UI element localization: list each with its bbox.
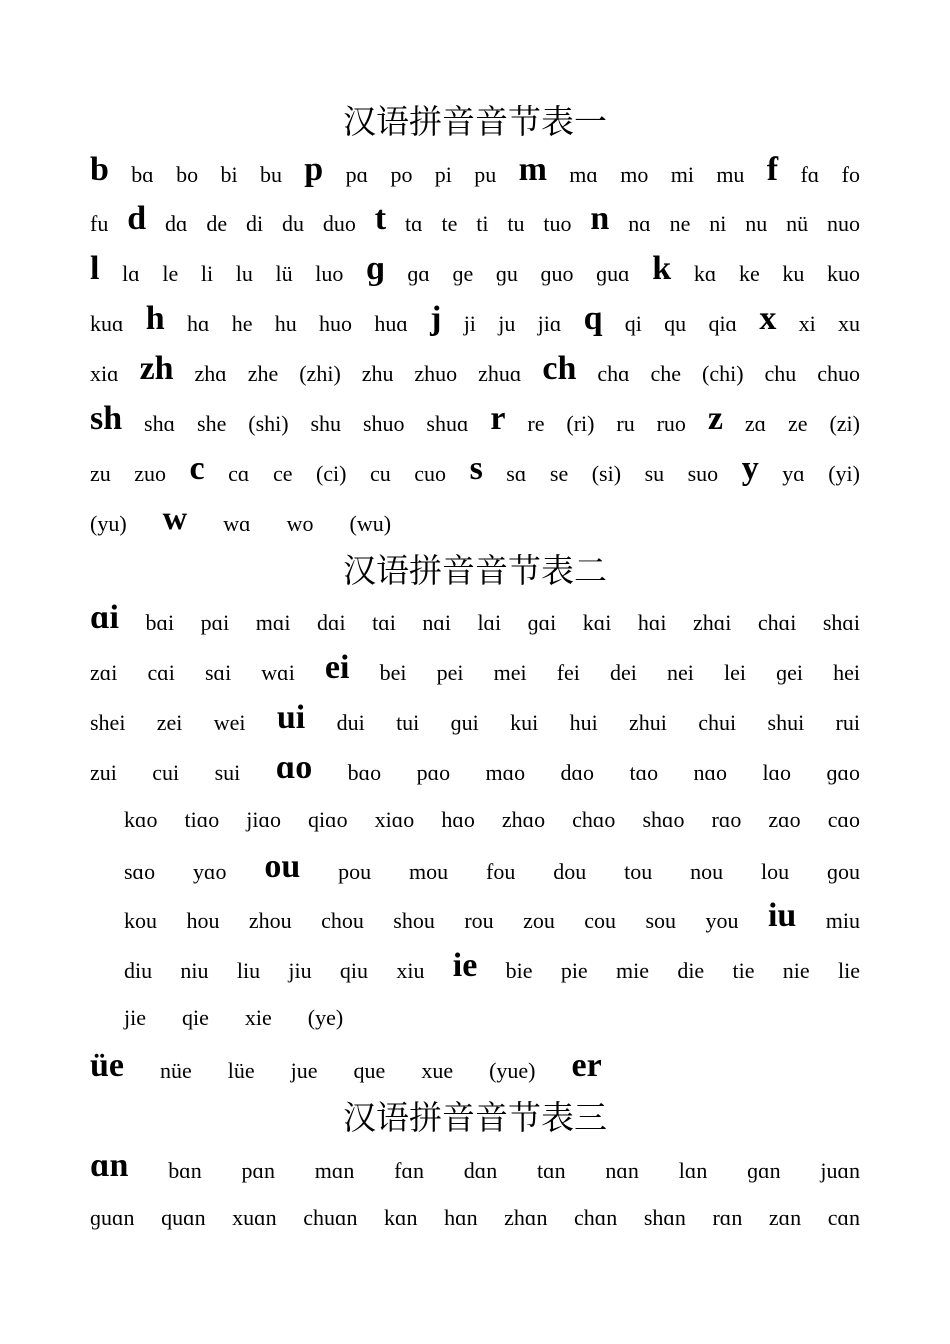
syllable: (yi) [828, 461, 860, 486]
syllable: mei [493, 660, 527, 685]
syllable: ɡɑi [527, 610, 557, 635]
syllable: zɑ [744, 411, 767, 436]
syllable: di [246, 211, 264, 236]
syllable: zuo [134, 461, 167, 486]
syllable: hɑi [637, 610, 667, 635]
syllable: wɑ [223, 511, 251, 536]
syllable: li [200, 261, 214, 286]
initial-heading: q [583, 300, 603, 337]
syllable: (zi) [829, 411, 860, 436]
syllable: sɑ [506, 461, 527, 486]
syllable: (yu) [90, 511, 127, 536]
syllable: pɑi [200, 610, 230, 635]
syllable: kou [124, 908, 157, 933]
syllable: nou [690, 859, 724, 884]
syllable: shou [393, 908, 435, 933]
syllable: kɑ [693, 261, 717, 286]
syllable: bu [259, 162, 282, 187]
syllable: cɑi [147, 660, 175, 685]
syllable: shuo [362, 411, 405, 436]
syllable: she [197, 411, 227, 436]
syllable: shuɑ [426, 411, 469, 436]
syllable: bɑ [131, 162, 154, 187]
section-title-2: 汉语拼音音节表二 [343, 551, 607, 590]
syllable: sɑo [124, 859, 156, 884]
syllable: lɑ [122, 261, 140, 286]
syllable: du [282, 211, 305, 236]
initial-heading: r [490, 400, 506, 437]
syllable: jiɑo [246, 807, 282, 832]
syllable: yɑo [192, 859, 227, 884]
syllable: xiɑ [90, 361, 119, 386]
syllable: lɑn [678, 1158, 708, 1183]
syllable: nü [786, 211, 809, 236]
syllable: ɡuɑn [90, 1205, 135, 1230]
syllable: mɑn [314, 1158, 355, 1183]
syllable: fɑn [394, 1158, 424, 1183]
syllable: bɑn [168, 1158, 202, 1183]
syllable: qiɑ [708, 311, 738, 336]
syllable: bɑo [347, 760, 382, 785]
syllable: ɡui [450, 710, 479, 735]
syllable: zhe [247, 361, 279, 386]
syllable: ɡɑ [407, 261, 430, 286]
initial-heading: l [90, 250, 100, 287]
initial-heading: sh [90, 400, 123, 437]
initial-heading: n [590, 200, 610, 237]
initial-heading: ie [452, 947, 478, 984]
syllable: tɑ [405, 211, 423, 236]
syllable: kɑi [582, 610, 612, 635]
syllable: shɑo [642, 807, 685, 832]
syllable: hei [833, 660, 860, 685]
syllable: qie [182, 1005, 209, 1030]
syllable: juɑn [820, 1158, 860, 1183]
syllable: (shi) [248, 411, 289, 436]
syllable: zɑn [768, 1205, 802, 1230]
syllable: ɡu [495, 261, 518, 286]
syllable: nuo [827, 211, 860, 236]
initial-heading: d [127, 200, 147, 237]
syllable: dɑo [560, 760, 595, 785]
syllable: qiu [339, 958, 369, 983]
syllable: sui [214, 760, 241, 785]
syllable: zhɑo [501, 807, 546, 832]
syllable: nie [782, 958, 810, 983]
syllable: pɑn [241, 1158, 275, 1183]
syllable: ɡuɑ [596, 261, 630, 286]
syllable: dɑi [316, 610, 346, 635]
syllable: hɑn [444, 1205, 478, 1230]
syllable: dou [553, 859, 587, 884]
syllable: hɑo [441, 807, 475, 832]
initial-heading: p [304, 151, 324, 188]
syllable: fo [841, 162, 860, 187]
initial-heading: er [571, 1047, 602, 1084]
syllable: zɑi [90, 660, 118, 685]
syllable: xiɑo [374, 807, 415, 832]
syllable: ze [788, 411, 808, 436]
syllable: bei [379, 660, 407, 685]
syllable: tɑi [372, 610, 396, 635]
syllable: ke [738, 261, 760, 286]
syllable: mɑ [569, 162, 598, 187]
syllable: chuɑn [303, 1205, 358, 1230]
syllable: ruo [656, 411, 686, 436]
syllable: die [677, 958, 705, 983]
syllable: qu [664, 311, 687, 336]
initial-heading: s [469, 450, 483, 487]
syllable: lu [235, 261, 253, 286]
syllable: hou [186, 908, 220, 933]
syllable: ɡuo [540, 261, 574, 286]
syllable: zhuo [414, 361, 458, 386]
syllable: mie [616, 958, 649, 983]
initial-heading: w [162, 500, 188, 537]
syllable: tu [507, 211, 525, 236]
syllable: kuɑ [90, 311, 124, 336]
syllable: ni [709, 211, 727, 236]
syllable: liu [236, 958, 261, 983]
syllable: xie [244, 1005, 272, 1030]
syllable: ce [272, 461, 293, 486]
syllable: rui [835, 710, 860, 735]
syllable: nɑ [628, 211, 651, 236]
syllable: you [705, 908, 739, 933]
syllable: zhuɑ [478, 361, 522, 386]
syllable: lie [838, 958, 860, 983]
syllable: shɑ [144, 411, 176, 436]
syllable: ji [463, 311, 476, 336]
initial-heading: ou [264, 848, 301, 885]
syllable: ɡou [827, 859, 860, 884]
syllable: bi [220, 162, 238, 187]
syllable: shɑn [643, 1205, 686, 1230]
syllable: chui [698, 710, 737, 735]
syllable: sɑi [205, 660, 232, 685]
syllable: (yue) [489, 1058, 536, 1083]
syllable: fou [486, 859, 516, 884]
syllable: pu [474, 162, 497, 187]
syllable: huɑ [374, 311, 408, 336]
syllable: nɑn [605, 1158, 639, 1183]
syllable: mou [409, 859, 449, 884]
syllable: shu [310, 411, 342, 436]
syllable: jie [124, 1005, 146, 1030]
syllable: ju [498, 311, 516, 336]
syllable: (chi) [702, 361, 744, 386]
syllable: xuɑn [232, 1205, 277, 1230]
syllable: dui [336, 710, 365, 735]
syllable: kɑo [124, 807, 158, 832]
syllable: shɑi [822, 610, 860, 635]
initial-heading: ui [276, 699, 306, 736]
syllable: zhou [248, 908, 292, 933]
syllable: pɑ [345, 162, 369, 187]
initial-heading: j [430, 300, 442, 337]
syllable: qiɑo [308, 807, 348, 832]
syllable: kuo [827, 261, 860, 286]
syllable: ɡɑo [826, 760, 860, 785]
syllable: de [206, 211, 228, 236]
syllable: wo [286, 511, 314, 536]
syllable: zhu [361, 361, 394, 386]
initial-heading: k [652, 250, 672, 287]
syllable: wɑi [261, 660, 295, 685]
initial-heading: ch [542, 350, 577, 387]
syllable: tui [396, 710, 420, 735]
syllable: fu [90, 211, 109, 236]
syllable: tuo [543, 211, 572, 236]
syllable: tɑn [537, 1158, 566, 1183]
syllable: ɡe [452, 261, 474, 286]
syllable: chɑi [757, 610, 797, 635]
syllable: mɑo [485, 760, 526, 785]
syllable: lü [275, 261, 293, 286]
initial-heading: ɑo [275, 749, 313, 786]
syllable: zu [90, 461, 111, 486]
syllable: niu [180, 958, 209, 983]
initial-heading: zh [139, 350, 174, 387]
syllable: (si) [591, 461, 622, 486]
syllable: ru [616, 411, 635, 436]
syllable: fei [556, 660, 580, 685]
syllable: po [390, 162, 413, 187]
initial-heading: ei [324, 649, 350, 686]
syllable: bɑi [145, 610, 175, 635]
initial-heading: b [90, 151, 109, 188]
syllable: kui [510, 710, 539, 735]
syllable: re [527, 411, 545, 436]
syllable: pi [434, 162, 452, 187]
syllable: (ri) [566, 411, 595, 436]
syllable: ɡei [776, 660, 803, 685]
syllable: pou [338, 859, 372, 884]
syllable: cɑ [228, 461, 250, 486]
syllable: kɑn [384, 1205, 418, 1230]
initial-heading: üe [90, 1047, 124, 1084]
syllable: hui [569, 710, 598, 735]
syllable: chou [321, 908, 364, 933]
syllable: luo [315, 261, 344, 286]
syllable: le [162, 261, 179, 286]
syllable: mu [716, 162, 745, 187]
syllable: lɑo [762, 760, 792, 785]
syllable: (ci) [315, 461, 347, 486]
syllable: rɑn [712, 1205, 743, 1230]
syllable: shui [767, 710, 805, 735]
syllable: zou [523, 908, 555, 933]
syllable: qi [624, 311, 642, 336]
syllable: zei [156, 710, 183, 735]
syllable: ɡɑn [747, 1158, 781, 1183]
syllable: cuo [414, 461, 447, 486]
syllable: jue [290, 1058, 318, 1083]
syllable: nei [667, 660, 694, 685]
syllable: hɑ [186, 311, 210, 336]
syllable: chu [764, 361, 797, 386]
syllable: ku [782, 261, 805, 286]
section-title-1: 汉语拼音音节表一 [343, 102, 607, 141]
syllable: jiɑ [537, 311, 562, 336]
syllable: chuo [817, 361, 860, 386]
syllable: zɑo [768, 807, 801, 832]
syllable: xue [421, 1058, 454, 1083]
syllable: ti [476, 211, 489, 236]
syllable: dei [610, 660, 637, 685]
syllable: sou [645, 908, 677, 933]
syllable: he [231, 311, 253, 336]
initial-heading: m [518, 151, 547, 188]
syllable: nɑo [693, 760, 728, 785]
syllable: quɑn [161, 1205, 206, 1230]
syllable: su [644, 461, 665, 486]
syllable: rɑo [711, 807, 742, 832]
syllable: zhɑn [504, 1205, 548, 1230]
syllable: cɑn [827, 1205, 860, 1230]
initial-heading: ɡ [365, 250, 385, 287]
syllable: pie [560, 958, 588, 983]
initial-heading: f [766, 151, 779, 188]
initial-heading: ɑn [90, 1147, 129, 1184]
syllable: cu [370, 461, 391, 486]
syllable: wei [213, 710, 246, 735]
syllable: xi [798, 311, 816, 336]
initial-heading: iu [767, 897, 797, 934]
syllable: (ye) [307, 1005, 344, 1030]
syllable: dɑ [165, 211, 188, 236]
syllable: nɑi [422, 610, 451, 635]
syllable: cou [584, 908, 617, 933]
section-title-3: 汉语拼音音节表三 [343, 1098, 607, 1137]
initial-heading: c [189, 450, 205, 487]
syllable: dɑn [463, 1158, 498, 1183]
syllable: chɑn [574, 1205, 618, 1230]
syllable: nu [745, 211, 768, 236]
syllable: mo [620, 162, 649, 187]
syllable: tɑo [629, 760, 659, 785]
syllable: se [549, 461, 569, 486]
syllable: te [441, 211, 458, 236]
syllable: pei [436, 660, 464, 685]
syllable: cui [152, 760, 180, 785]
initial-heading: t [374, 200, 387, 237]
syllable: bie [505, 958, 533, 983]
syllable: jiu [288, 958, 312, 983]
syllable: bo [176, 162, 199, 187]
syllable: hu [274, 311, 297, 336]
initial-heading: z [707, 400, 723, 437]
syllable: zhui [629, 710, 667, 735]
syllable: xu [838, 311, 860, 336]
syllable: lɑi [477, 610, 502, 635]
syllable: tie [732, 958, 755, 983]
syllable: lei [724, 660, 746, 685]
syllable: pɑo [416, 760, 451, 785]
syllable: mɑi [255, 610, 291, 635]
syllable: yɑ [782, 461, 805, 486]
syllable: ne [669, 211, 691, 236]
syllable: diu [124, 958, 153, 983]
syllable: nüe [160, 1058, 192, 1083]
syllable: zhɑ [194, 361, 227, 386]
syllable: lou [760, 859, 790, 884]
initial-heading: h [145, 300, 165, 337]
syllable: cɑo [827, 807, 860, 832]
initial-heading: ɑi [90, 599, 119, 636]
syllable: duo [322, 211, 356, 236]
syllable: que [353, 1058, 386, 1083]
syllable: rou [464, 908, 494, 933]
syllable: huo [319, 311, 353, 336]
initial-heading: x [759, 300, 777, 337]
syllable: suo [687, 461, 719, 486]
initial-heading: y [741, 450, 759, 487]
syllable: chɑo [572, 807, 616, 832]
syllable: miu [825, 908, 860, 933]
syllable: chɑ [597, 361, 630, 386]
syllable: lüe [227, 1058, 255, 1083]
syllable: (zhi) [299, 361, 341, 386]
syllable: tiɑo [184, 807, 220, 832]
syllable: zui [90, 760, 117, 785]
syllable: fɑ [800, 162, 820, 187]
syllable: (wu) [349, 511, 392, 536]
syllable: zhɑi [693, 610, 732, 635]
syllable: che [650, 361, 682, 386]
syllable: shei [90, 710, 126, 735]
syllable: mi [670, 162, 694, 187]
syllable: tou [624, 859, 653, 884]
syllable: xiu [396, 958, 425, 983]
